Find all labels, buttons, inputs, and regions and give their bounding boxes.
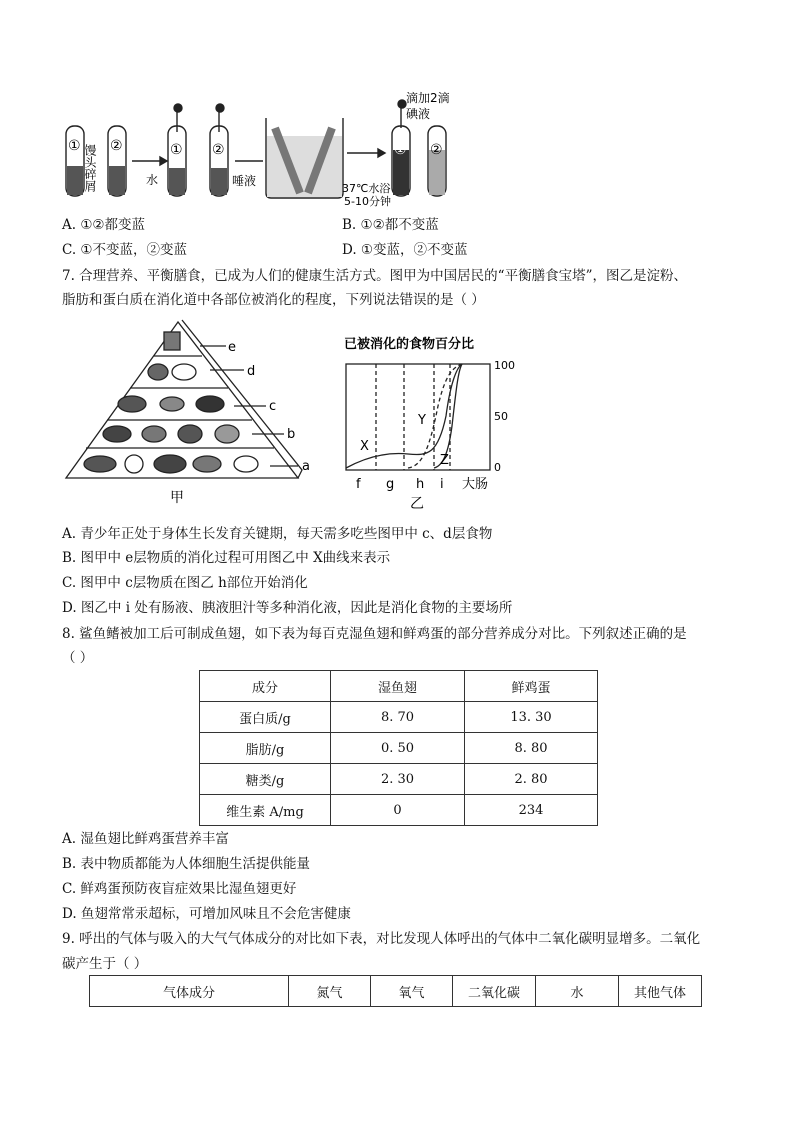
pyramid-label-c: c — [269, 399, 277, 414]
q7-stem-line2: 脂肪和蛋白质在消化道中各部位被消化的程度，下列说法错误的是（ ） — [62, 292, 485, 308]
x-tick-i: i — [440, 477, 444, 492]
q8-nutrition-table — [199, 670, 598, 826]
table-header-cell: 水 — [536, 976, 619, 1007]
table-cell: 2. 80 — [465, 764, 598, 795]
pyramid-label-b: b — [287, 427, 296, 442]
bath-label-1: 37℃水浴 — [342, 182, 391, 195]
table-cell: 蛋白质/g — [200, 702, 331, 733]
table-cell: 0. 50 — [331, 733, 465, 764]
y-tick-100: 100 — [494, 359, 515, 372]
y-tick-0: 0 — [494, 461, 501, 474]
table-header-cell: 鲜鸡蛋 — [465, 671, 598, 702]
table-header-cell: 成分 — [200, 671, 331, 702]
iodine-label-2: 碘液 — [406, 107, 431, 121]
q9-stem-line2: 碳产生于（ ） — [62, 956, 148, 972]
q9-gas-table — [89, 975, 702, 1007]
pyramid-label-e: e — [228, 340, 236, 355]
q9-stem-line1: 9. 呼出的气体与吸入的大气气体成分的对比如下表，对比发现人体呼出的气体中二氧化碳明显增多。二氧化 — [62, 931, 701, 947]
curve-label-y: Y — [418, 413, 426, 428]
x-tick-f: f — [356, 477, 361, 492]
curve-label-z: Z — [440, 453, 449, 468]
tube-label-1: ① — [68, 138, 81, 154]
q8-option-d[interactable]: D. 鱼翅常常汞超标，可增加风味且不会危害健康 — [62, 906, 351, 922]
table-header-row — [90, 976, 702, 1007]
table-cell: 0 — [331, 795, 465, 826]
q8-stem-line2: （ ） — [62, 650, 94, 666]
q8-option-a[interactable]: A. 湿鱼翅比鲜鸡蛋营养丰富 — [62, 831, 229, 847]
table-cell: 13. 30 — [465, 702, 598, 733]
q7-option-b[interactable]: B. 图甲中 e层物质的消化过程可用图乙中 X曲线来表示 — [62, 550, 391, 566]
table-header-cell: 其他气体 — [619, 976, 702, 1007]
x-tick-g: g — [386, 477, 395, 492]
saliva-label: 唾液 — [232, 174, 257, 188]
q8-option-c[interactable]: C. 鲜鸡蛋预防夜盲症效果比湿鱼翅更好 — [62, 881, 297, 897]
q7-stem-line1: 7. 合理营养、平衡膳食，已成为人们的健康生活方式。图甲为中国居民的“平衡膳食宝塔”，图乙是淀粉、 — [62, 268, 687, 284]
q7-option-a[interactable]: A. 青少年正处于身体生长发育关键期，每天需多吃些图甲中 c、d层食物 — [62, 526, 493, 542]
x-tick-h: h — [416, 477, 425, 492]
table-header-cell: 氧气 — [371, 976, 453, 1007]
x-tick-large-intestine: 大肠 — [462, 477, 489, 492]
crumbs-label: 馒头碎屑 — [83, 144, 97, 192]
q6-option-d[interactable]: D. ①变蓝，②不变蓝 — [342, 242, 468, 258]
pyramid-label-d: d — [247, 364, 256, 379]
table-header-cell: 二氧化碳 — [453, 976, 536, 1007]
tube-label-6: ② — [430, 142, 443, 158]
table-cell: 8. 70 — [331, 702, 465, 733]
table-row — [200, 733, 598, 764]
table-header-cell: 气体成分 — [90, 976, 289, 1007]
curve-label-x: X — [360, 439, 369, 454]
q7-option-c[interactable]: C. 图甲中 c层物质在图乙 h部位开始消化 — [62, 575, 308, 591]
table-header-cell: 湿鱼翅 — [331, 671, 465, 702]
table-cell: 糖类/g — [200, 764, 331, 795]
tube-label-4: ② — [212, 142, 225, 158]
tube-label-5: ① — [394, 142, 407, 158]
table-header-cell: 氮气 — [289, 976, 371, 1007]
digestion-graph-figure — [338, 336, 538, 514]
q6-option-c[interactable]: C. ①不变蓝，②变蓝 — [62, 242, 188, 258]
table-cell: 8. 80 — [465, 733, 598, 764]
pyramid-label-a: a — [302, 459, 310, 474]
y-tick-50: 50 — [494, 410, 508, 423]
iodine-label-1: 滴加2滴 — [406, 91, 450, 105]
q6-option-b[interactable]: B. ①②都不变蓝 — [342, 217, 439, 233]
table-header-row — [200, 671, 598, 702]
graph-caption: 乙 — [410, 496, 424, 512]
table-cell: 234 — [465, 795, 598, 826]
tube-label-3: ① — [170, 142, 183, 158]
q6-experiment-figure — [60, 88, 480, 208]
q7-option-d[interactable]: D. 图乙中 i 处有肠液、胰液胆汁等多种消化液，因此是消化食物的主要场所 — [62, 600, 513, 616]
table-row — [200, 764, 598, 795]
tube-label-2: ② — [110, 138, 123, 154]
table-cell: 2. 30 — [331, 764, 465, 795]
table-cell: 维生素 A/mg — [200, 795, 331, 826]
table-cell: 脂肪/g — [200, 733, 331, 764]
q8-stem-line1: 8. 鲨鱼鳍被加工后可制成鱼翅，如下表为每百克湿鱼翅和鲜鸡蛋的部分营养成分对比。下列叙述正确的是 — [62, 626, 687, 642]
q6-option-a[interactable]: A. ①②都变蓝 — [62, 217, 146, 233]
water-label: 水 — [146, 173, 159, 187]
table-row — [200, 702, 598, 733]
graph-ylabel: 已被消化的食物百分比 — [344, 337, 475, 352]
table-row — [200, 795, 598, 826]
bath-label-2: 5-10分钟 — [344, 195, 391, 208]
food-pyramid-figure — [62, 318, 322, 508]
q8-option-b[interactable]: B. 表中物质都能为人体细胞生活提供能量 — [62, 856, 311, 872]
pyramid-caption: 甲 — [170, 490, 184, 506]
